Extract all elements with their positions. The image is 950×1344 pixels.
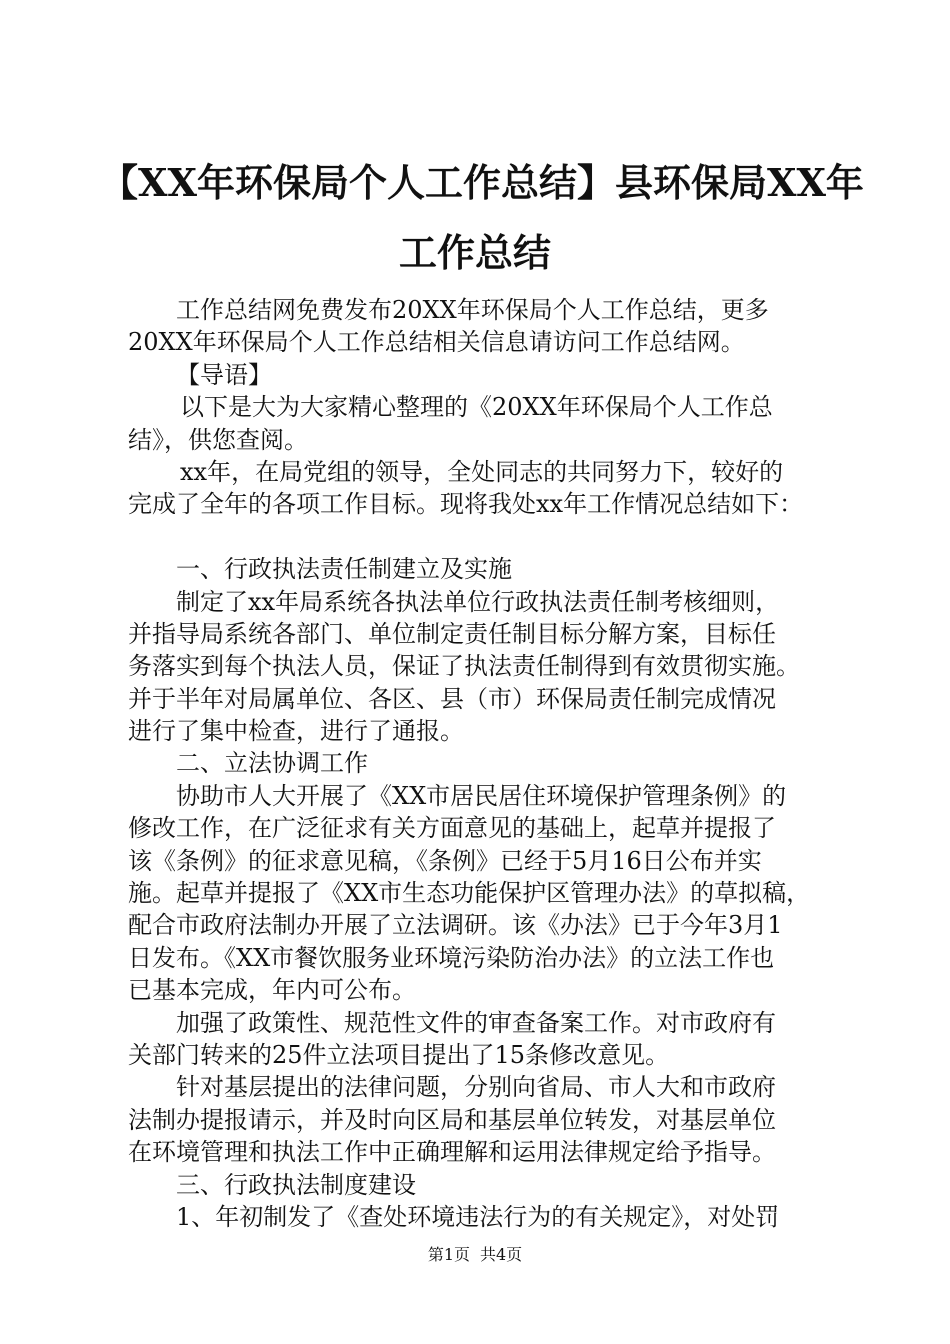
paragraph-line: 务落实到每个执法人员，保证了执法责任制得到有效贯彻实施。 — [128, 652, 800, 681]
paragraph-line: 在环境管理和执法工作中正确理解和运用法律规定给予指导。 — [128, 1138, 776, 1167]
paragraph-line: 修改工作，在广泛征求有关方面意见的基础上，起草并提报了 — [128, 814, 776, 843]
section-heading: 三、行政执法制度建设 — [176, 1170, 416, 1199]
paragraph-line: 法制办提报请示，并及时向区局和基层单位转发，对基层单位 — [128, 1105, 776, 1134]
paragraph-line: 完成了全年的各项工作目标。现将我处xx年工作情况总结如下： — [128, 490, 804, 519]
paragraph-line: 以下是大为大家精心整理的《20XX年环保局个人工作总 — [180, 393, 773, 422]
paragraph-line: 工作总结网免费发布20XX年环保局个人工作总结，更多 — [176, 296, 769, 324]
paragraph-line: 日发布。《XX市餐饮服务业环境污染防治办法》的立法工作也 — [128, 943, 775, 972]
paragraph-line: xx年，在局党组的领导，全处同志的共同努力下，较好的 — [180, 457, 784, 486]
document-title-line-1: 【XX年环保局个人工作总结】县环保局XX年 — [100, 160, 864, 205]
section-heading: 二、立法协调工作 — [176, 749, 368, 778]
page-number: 第1页 — [427, 1245, 470, 1264]
page-total: 共4页 — [480, 1245, 523, 1264]
blank-line — [128, 521, 848, 553]
paragraph-line: 制定了xx年局系统各执法单位行政执法责任制考核细则， — [176, 587, 780, 616]
paragraph-line: 进行了集中检查，进行了通报。 — [128, 717, 464, 746]
section-label: 【导语】 — [176, 360, 272, 389]
section-heading: 一、行政执法责任制建立及实施 — [176, 555, 512, 584]
paragraph-line: 并于半年对局属单位、各区、县（市）环保局责任制完成情况 — [128, 684, 776, 713]
paragraph-line: 该《条例》的征求意见稿，《条例》已经于5月16日公布并实 — [128, 846, 762, 875]
paragraph-line: 针对基层提出的法律问题，分别向省局、市人大和市政府 — [176, 1073, 776, 1102]
paragraph-line: 施。起草并提报了《XX市生态功能保护区管理办法》的草拟稿， — [128, 879, 811, 908]
paragraph-line: 1、年初制发了《查处环境违法行为的有关规定》，对处罚 — [176, 1202, 780, 1231]
page-footer — [0, 1244, 950, 1266]
paragraph-line: 已基本完成，年内可公布。 — [128, 976, 416, 1005]
paragraph-line: 加强了政策性、规范性文件的审查备案工作。对市政府有 — [176, 1008, 776, 1037]
paragraph-line: 协助市人大开展了《XX市居民居住环境保护管理条例》的 — [176, 781, 787, 810]
paragraph-line: 配合市政府法制办开展了立法调研。该《办法》已于今年3月1 — [128, 911, 783, 940]
document-body — [128, 294, 848, 1233]
paragraph-line: 20XX年环保局个人工作总结相关信息请访问工作总结网。 — [128, 328, 745, 357]
paragraph-line: 并指导局系统各部门、单位制定责任制目标分解方案，目标任 — [128, 619, 776, 648]
paragraph-line: 关部门转来的25件立法项目提出了15条修改意见。 — [128, 1040, 670, 1069]
document-title-line-2: 工作总结 — [398, 230, 551, 275]
paragraph-line: 结》，供您查阅。 — [128, 425, 308, 454]
